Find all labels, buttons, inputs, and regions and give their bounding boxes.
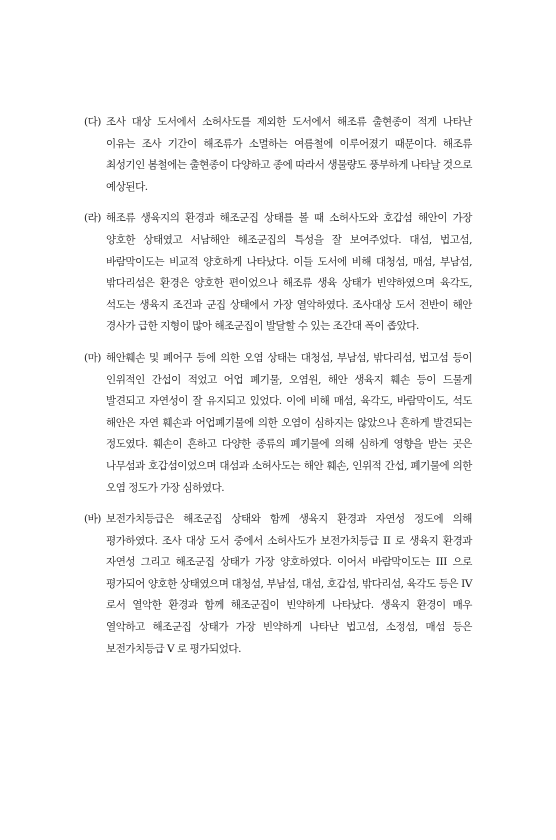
paragraph-text: 조사 대상 도서에서 소허사도를 제외한 도서에서 해조류 출현종이 적게 나타난 이유는 조사 기간이 해조류가 소멸하는 여름철에 이루어졌기 때문이다. 해조류 최성기인 봄철에는 출현종이 다양하고 종에 따라서 생물량도 풍부하게 나타날 것으로 예상된다. [106, 116, 472, 193]
paragraph-marker: (라) [84, 212, 101, 225]
paragraph-ba [84, 509, 472, 660]
paragraph-text: 보전가치등급은 해조군집 상태와 함께 생육지 환경과 자연성 정도에 의해 평가하였다. 조사 대상 도서 중에서 소허사도가 보전가치등급 II 로 생육지 환경과 자연성 그리고 해조군집 상태가 가장 양호하였다. 이어서 바람막이도는 III 으로 평가되어 양호한 상태였으며 대청섬, 부남섬, 대섬, 호갑섬, 밖다리섬, 육각도 등은 IV 로서 열악한 환경과 함께 해조군집이 빈약하게 나타났다. 생육지 환경이 매우 열악하고 해조군집 상태가 가장 빈약하게 나타난 법고섬, 소정섬, 매섬 등은 보전가치등급 V 로 평가되었다. [106, 513, 472, 655]
paragraph-marker: (바) [84, 513, 101, 526]
paragraph-text: 해안훼손 및 폐어구 등에 의한 오염 상태는 대청섬, 부남섬, 밖다리섬, 법고섬 등이 인위적인 간섭이 적었고 어업 폐기물, 오염원, 해안 생육지 훼손 등이 드물게 발견되고 자연성이 잘 유지되고 있었다. 이에 비해 매섬, 육각도, 바람막이도, 석도 해안은 자연 훼손과 어업폐기물에 의한 오염이 심하지는 않았으나 흔하게 발견되는 정도였다. 훼손이 흔하고 다양한 종류의 폐기물에 의해 심하게 영향을 받는 곳은 나무섬과 호갑섬이었으며 대섬과 소허사도는 해안 훼손, 인위적 간섭, 폐기물에 의한 오염 정도가 가장 심하였다. [106, 351, 472, 494]
document-body [84, 112, 472, 670]
paragraph-da [84, 112, 472, 198]
paragraph-ra [84, 208, 472, 338]
paragraph-text: 해조류 생육지의 환경과 해조군집 상태를 볼 때 소허사도와 호갑섬 해안이 가장 양호한 상태였고 서남해안 해조군집의 특성을 잘 보여주었다. 대섬, 법고섬, 바람막이도는 비교적 양호하게 나타났다. 이들 도서에 비해 대청섬, 매섬, 부남섬, 밖다리섬은 환경은 양호한 편이었으나 해조류 생육 상태가 빈약하였으며 육각도, 석도는 생육지 조건과 군집 상태에서 가장 열악하였다. 조사대상 도서 전반이 해안 경사가 급한 지형이 많아 해조군집이 발달할 수 있는 조간대 폭이 좁았다. [106, 212, 472, 333]
paragraph-ma [84, 348, 472, 499]
paragraph-marker: (다) [84, 116, 101, 128]
paragraph-marker: (마) [84, 351, 101, 364]
